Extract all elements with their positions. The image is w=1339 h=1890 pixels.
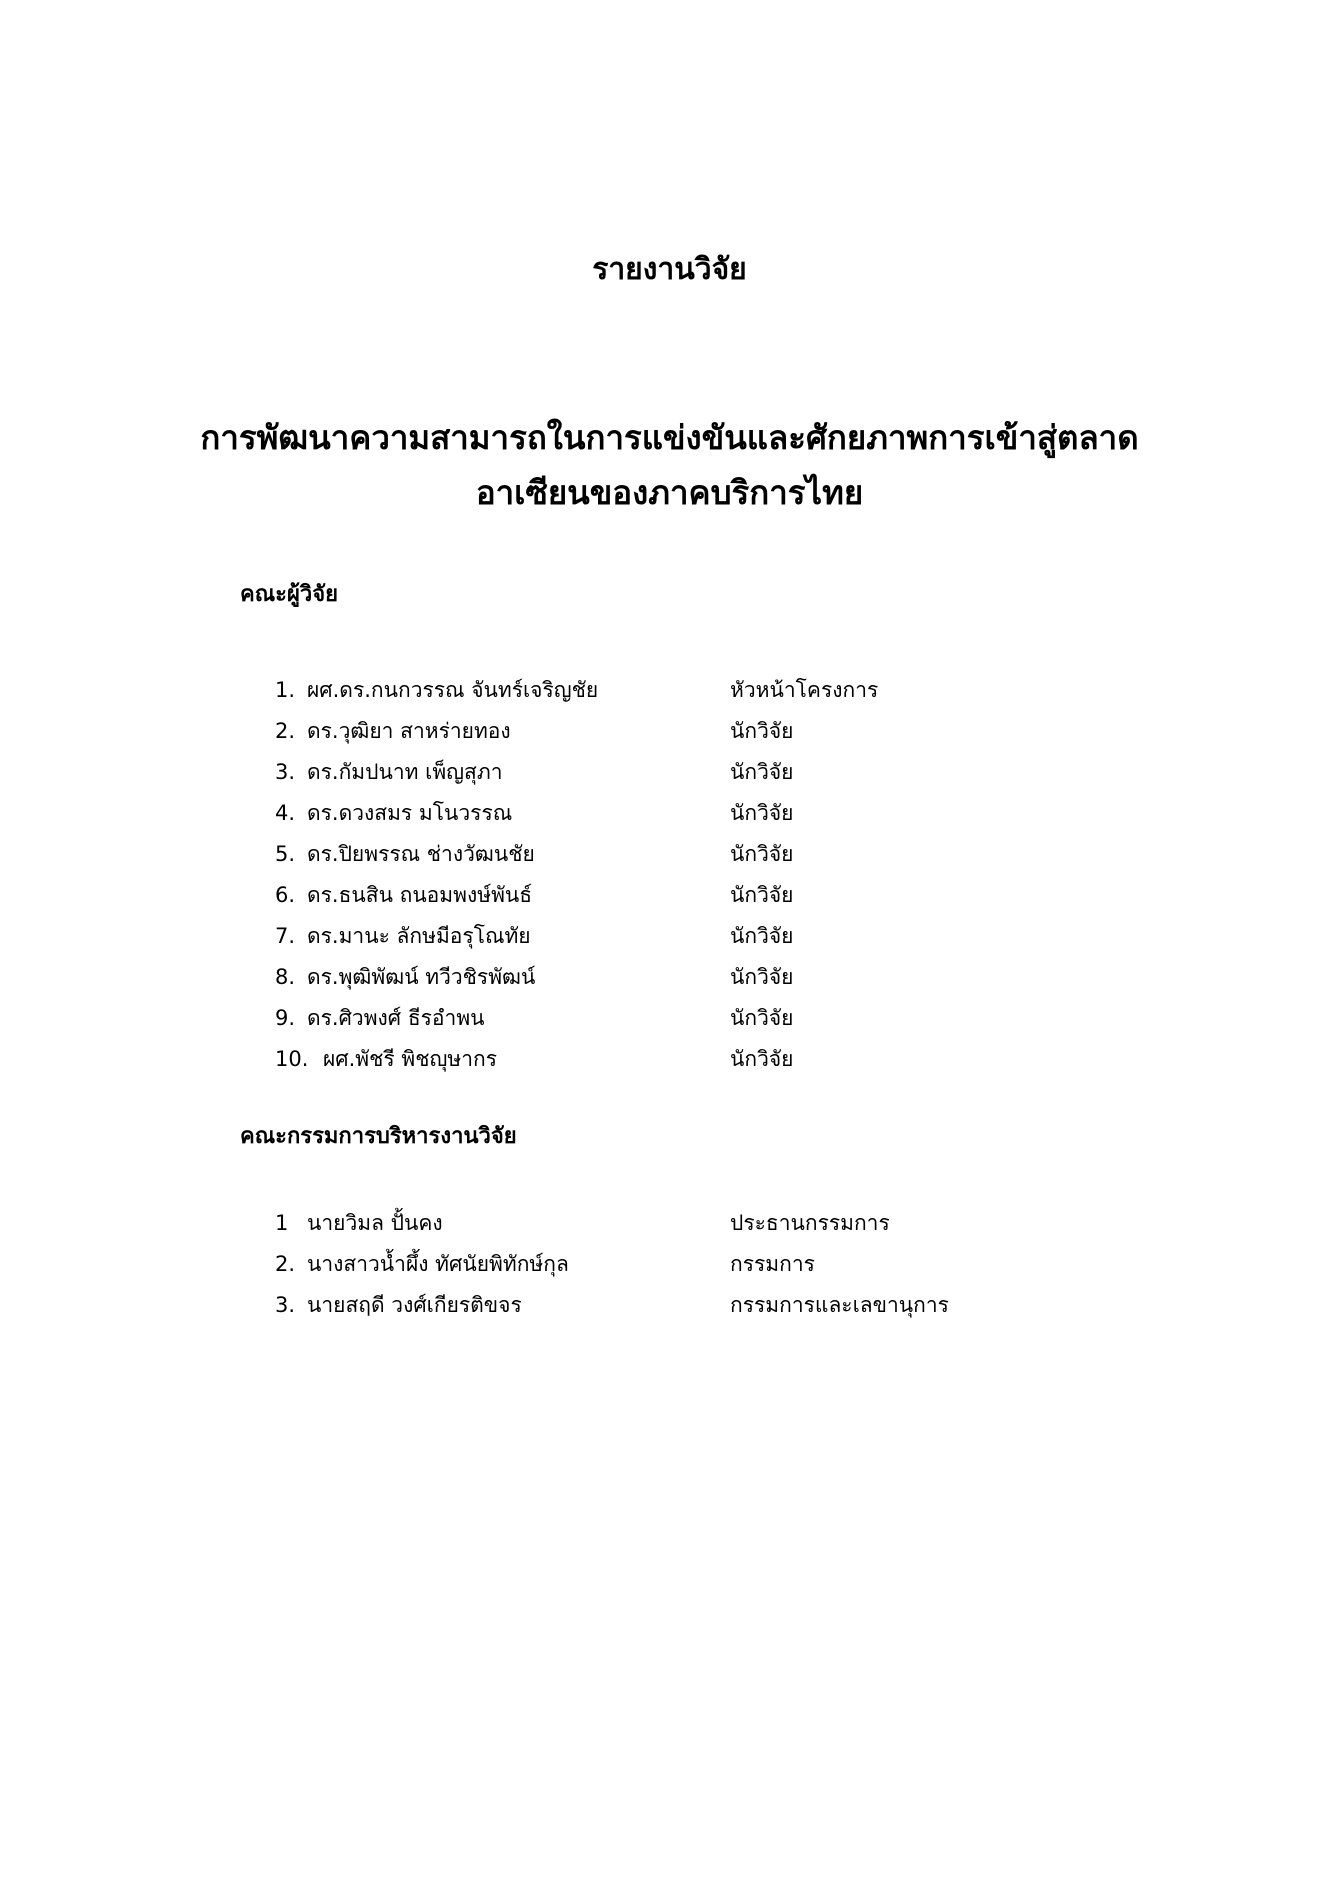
main-title-line-1: การพัฒนาความสามารถในการแข่งขันและศักยภาพการเข้าสู่ตลาด — [200, 418, 1139, 457]
main-title-line-2: อาเซียนของภาคบริการไทย — [475, 473, 864, 512]
row-number: 6. — [275, 883, 296, 907]
researcher-name: ดร.ปิยพรรณ ช่างวัฒนชัย — [307, 842, 535, 866]
row-number: 5. — [275, 842, 296, 866]
researcher-name: ผศ.พัชรี พิชญุษากร — [323, 1047, 497, 1071]
researcher-role: นักวิจัย — [730, 719, 794, 743]
researcher-role: นักวิจัย — [730, 924, 794, 948]
researcher-row — [275, 793, 1035, 834]
researcher-name: ผศ.ดร.กนกวรรณ จันทร์เจริญชัย — [307, 678, 599, 702]
committee-member-name: นายวิมล ปั้นคง — [307, 1211, 443, 1235]
researchers-list — [275, 670, 1035, 1080]
researcher-row — [275, 670, 1035, 711]
committee-row — [275, 1244, 1035, 1285]
researcher-role: หัวหน้าโครงการ — [730, 678, 879, 702]
researcher-role: นักวิจัย — [730, 1047, 794, 1071]
researcher-name: ดร.พุฒิพัฒน์ ทวีวชิรพัฒน์ — [307, 965, 536, 989]
row-number: 3. — [275, 1293, 296, 1317]
researcher-row — [275, 711, 1035, 752]
researcher-row — [275, 957, 1035, 998]
researcher-row — [275, 752, 1035, 793]
researcher-name: ดร.กัมปนาท เพ็ญสุภา — [307, 760, 503, 784]
researcher-row — [275, 834, 1035, 875]
researcher-role: นักวิจัย — [730, 883, 794, 907]
researcher-role: นักวิจัย — [730, 842, 794, 866]
researcher-name: ดร.ดวงสมร มโนวรรณ — [307, 801, 513, 825]
row-number: 3. — [275, 760, 296, 784]
researcher-role: นักวิจัย — [730, 760, 794, 784]
committee-heading: คณะกรรมการบริหารงานวิจัย — [240, 1124, 517, 1149]
row-number: 2. — [275, 719, 296, 743]
committee-list — [275, 1203, 1035, 1326]
row-number: 7. — [275, 924, 296, 948]
researcher-name: ดร.ศิวพงศ์ ธีรอำพน — [307, 1006, 485, 1030]
committee-member-role: ประธานกรรมการ — [730, 1211, 890, 1235]
row-number: 8. — [275, 965, 296, 989]
report-label: รายงานวิจัย — [592, 252, 747, 287]
researchers-heading: คณะผู้วิจัย — [240, 582, 338, 607]
researcher-row — [275, 1039, 1035, 1080]
row-number: 10. — [275, 1047, 309, 1071]
row-number: 1 — [275, 1211, 289, 1235]
researcher-row — [275, 998, 1035, 1039]
researcher-name: ดร.มานะ ลักษมีอรุโณทัย — [307, 924, 531, 948]
researcher-row — [275, 916, 1035, 957]
researcher-role: นักวิจัย — [730, 1006, 794, 1030]
committee-member-name: นายสฤดี วงศ์เกียรติขจร — [307, 1293, 522, 1317]
committee-row — [275, 1203, 1035, 1244]
row-number: 2. — [275, 1252, 296, 1276]
row-number: 9. — [275, 1006, 296, 1030]
researcher-name: ดร.ธนสิน ถนอมพงษ์พันธ์ — [307, 883, 533, 907]
researcher-role: นักวิจัย — [730, 965, 794, 989]
row-number: 4. — [275, 801, 296, 825]
committee-row — [275, 1285, 1035, 1326]
researcher-role: นักวิจัย — [730, 801, 794, 825]
committee-member-role: กรรมการและเลขานุการ — [730, 1293, 949, 1317]
researcher-row — [275, 875, 1035, 916]
committee-member-role: กรรมการ — [730, 1252, 815, 1276]
row-number: 1. — [275, 678, 296, 702]
researcher-name: ดร.วุฒิยา สาหร่ายทอง — [307, 719, 511, 743]
committee-member-name: นางสาวน้ำผึ้ง ทัศนัยพิทักษ์กุล — [307, 1252, 569, 1276]
